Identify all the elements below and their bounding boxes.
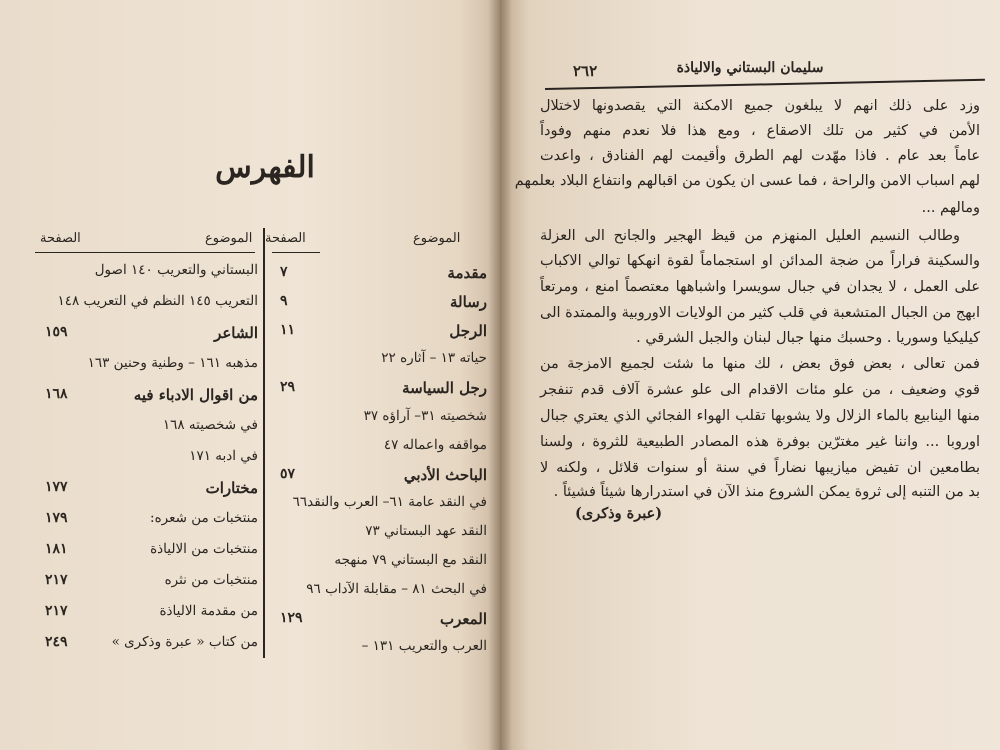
left-entry-page: ١٦٨ (45, 386, 68, 402)
body-line: ابهج من الجبال المتشعبة في قلب كثير من الولايات الاوروبية والممتدة الى (540, 305, 980, 321)
right-entry-text: مواقفه واعماله ٤٧ (383, 436, 487, 453)
body-line: والسكينة فراراً من ضجة المدائن او استجماماً لقوة انهكها توالي الاكباب (540, 253, 980, 269)
body-line: منها الينابيع بالماء الزلال ولا يشوبها تقلب الهواء الفجائي الذي يعتري جبال (540, 408, 980, 424)
left-entry-text: في شخصيته ١٦٨ (162, 417, 258, 433)
body-line: بد من التنبه إلى ثروة يمكن الشروع منذ الآن في استدرارها شيئاً فشيئاً . (553, 484, 980, 500)
right-entry-text: النقد عهد البستاني ٧٣ (365, 523, 487, 540)
left-entry-page: ٢١٧ (45, 603, 68, 619)
left-entry-text: التعريب ١٤٥ النظم في التعريب ١٤٨ (57, 293, 258, 309)
left-entry-text: من مقدمة الالياذة (159, 603, 258, 619)
right-col-header-rule (272, 252, 320, 253)
right-entry-page: ١١ (280, 321, 296, 338)
right-col-topic-header: الموضوع (413, 231, 461, 246)
left-entry-text: منتخبات من شعره: (150, 510, 258, 526)
book-gutter (488, 0, 512, 750)
left-entry-text: البستاني والتعريب ١٤٠ اصول (94, 262, 258, 278)
left-entry-page: ٢١٧ (45, 572, 68, 588)
body-line: ومالهم ... (921, 200, 980, 216)
right-entry-text: الرجل (449, 321, 487, 340)
body-line: كيليكيا وسوريا . وحسبك منها جبال لبنان والجبل الشرقي . (636, 330, 980, 346)
left-col-header-rule (35, 252, 255, 253)
page-number: ٢٦٢ (573, 62, 598, 80)
body-line: وطالب النسيم العليل المنهزم من قيظ الهجير والجانح الى العزلة (540, 228, 960, 244)
right-entry-text: رجل السياسة (402, 379, 487, 398)
left-col-page-header: الصفحة (40, 231, 81, 246)
left-col-topic-header: الموضوع (205, 231, 253, 246)
right-entry-page: ٩ (280, 292, 288, 309)
column-divider (263, 228, 265, 658)
right-entry-page: ٥٧ (280, 465, 296, 482)
body-line: على العمل ، لا يجدان في جبال سويسرا واشباهها معتصماً امنع ، ومرتعاً (540, 279, 980, 295)
left-entry-text: في ادبه ١٧١ (189, 448, 258, 464)
left-entry-text: منتخبات من الالياذة (150, 541, 258, 557)
right-entry-text: الباحث الأدبي (403, 465, 487, 484)
running-head: سليمان البستاني والالياذة (676, 60, 824, 76)
signature: (عبرة وذكرى) (575, 505, 663, 522)
left-entry-page: ١٧٩ (45, 510, 68, 526)
left-entry-text: الشاعر (214, 324, 258, 342)
body-line: لهم اسباب الامن والراحة ، فما عسى ان يكون من اقبالهم وانتفاع البلاد بعلمهم (514, 173, 980, 189)
body-line: قوي وضعيف ، من علو مئات الاقدام الى علو عشرة آلاف قدم تنفجر (540, 382, 980, 398)
right-entry-text: المعرب (439, 609, 487, 628)
left-entry-text: مختارات (205, 479, 258, 497)
right-entry-page: ٢٩ (280, 379, 296, 396)
left-entry-text: من كتاب « عبرة وذكرى » (111, 634, 258, 650)
right-entry-text: مقدمة (447, 264, 487, 282)
body-line: بطامعين ان تفيض ميازيبها نضاراً في سنة أو سنوات قلائل ، ولكنه لا (540, 460, 980, 476)
left-entry-text: منتخبات من نثره (164, 572, 258, 588)
right-col-page-header: الصفحة (265, 231, 306, 246)
right-entry-page: ١٢٩ (280, 609, 303, 626)
body-line: فمن تعالى ، بعض فوق بعض ، لك منها ما شئت لجميع الامزجة من (540, 356, 980, 372)
index-title: الفهرس (215, 150, 315, 185)
left-entry-page: ١٧٧ (45, 479, 68, 495)
right-entry-text: العرب والتعريب ١٣١ – (361, 638, 487, 655)
body-line: الأمن في كثير من تلك الاصقاع ، ومع هذا فلا نعدم منهم وفوداً (540, 123, 980, 139)
left-entry-text: من اقوال الادباء فيه (133, 386, 258, 404)
right-entry-text: في النقد عامة ٦١– العرب والنقد٦٦ (292, 494, 487, 511)
body-line: عاماً بعد عام . فاذا مهّدت لهم الطرق وأقيمت لهم الفنادق ، واعدت (540, 148, 980, 164)
left-entry-page: ١٨١ (45, 541, 68, 557)
right-entry-text: النقد مع البستاني ٧٩ منهجه (334, 552, 487, 568)
right-entry-page: ٧ (280, 264, 288, 280)
left-entry-page: ٢٤٩ (45, 634, 68, 650)
left-entry-text: مذهبه ١٦١ – وطنية وحنين ١٦٣ (87, 355, 258, 371)
left-entry-page: ١٥٩ (45, 324, 68, 340)
right-entry-text: شخصيته ٣١– آراؤه ٣٧ (363, 408, 487, 424)
body-line: اوروبا ... واننا غير مغترّين بوفرة هذه المصادر الطبيعية للثروة ، ولسنا (540, 434, 980, 450)
right-entry-text: رسالة (450, 292, 487, 311)
right-entry-text: حياته ١٣ – آثاره ٢٢ (381, 350, 487, 367)
body-line: وزد على ذلك انهم لا يبلغون جميع الامكنة التي يقصدونها لاختلال (540, 98, 980, 114)
right-entry-text: في البحث ٨١ – مقابلة الآداب ٩٦ (306, 580, 487, 597)
